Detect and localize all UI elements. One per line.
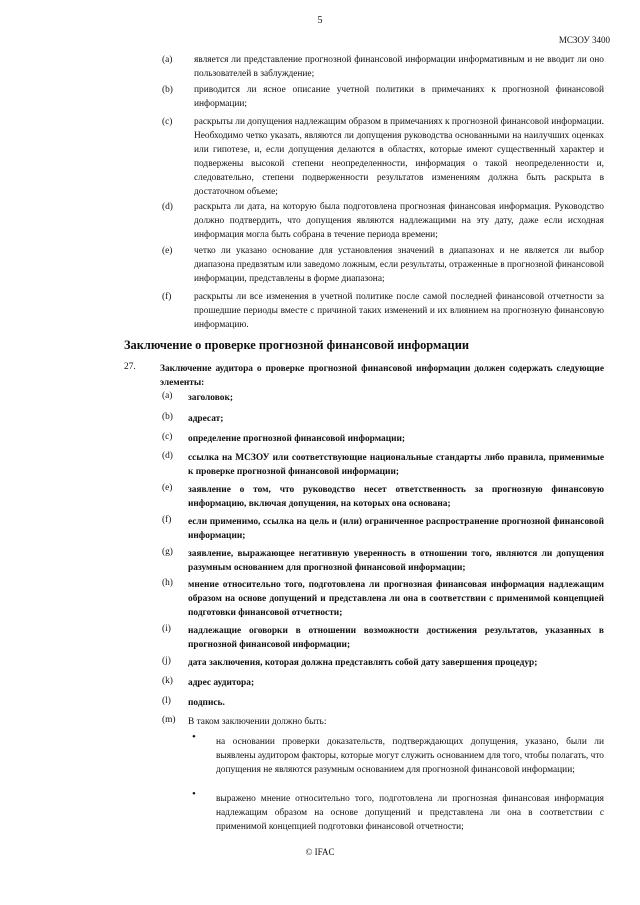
list-item-label: (b) bbox=[162, 412, 173, 422]
list-item-text: адрес аудитора; bbox=[188, 678, 255, 688]
footer-copyright: © IFAC bbox=[305, 847, 335, 857]
list-item-text: четко ли указано основание для установления значений в диапазонах и не является ли выбор диапазона предвзятым или заведомо ложным, если результаты, отраженные в прогнозной финансовой информации, представлены в форме диапазона; bbox=[194, 246, 604, 284]
paragraph-number: 27. bbox=[124, 362, 136, 372]
bullet-text: на основании проверки доказательств, подтверждающих допущения, указано, были ли выявлены аудитором факторы, которые могут служить основанием для того, чтобы полагать, что допущения не являются разумным основанием для прогнозной финансовой информации; bbox=[216, 737, 604, 775]
page-number: 5 bbox=[317, 15, 323, 26]
list-item-text: если применимо, ссылка на цель и (или) ограниченное распространение прогнозной финансовой информации; bbox=[188, 517, 604, 541]
document-code: МСЗОУ 3400 bbox=[558, 35, 610, 45]
list-item-text: ссылка на МСЗОУ или соответствующие национальные стандарты либо правила, применимые к проверке прогнозной финансовой информации; bbox=[188, 453, 604, 477]
list-item-label: (e) bbox=[162, 483, 173, 493]
list-item-text: адресат; bbox=[188, 414, 224, 424]
list-item-text: раскрыты ли все изменения в учетной политике после самой последней финансовой отчетности за прошедшие периоды вместе с причиной таких изменений и их влиянием на прогнозную финансовую информацию. bbox=[194, 292, 604, 330]
list-item-label: (f) bbox=[162, 292, 172, 302]
list-item-text: мнение относительно того, подготовлена ли прогнозная финансовая информация надлежащим образом на основе допущений и представлена ли она в соответствии с применимой концепцией подготовки финансовой отчетности; bbox=[188, 580, 604, 618]
list-item-text: приводится ли ясное описание учетной политики в примечаниях к прогнозной финансовой информации; bbox=[194, 85, 604, 109]
list-item-label: (m) bbox=[162, 715, 176, 725]
list-item-label: (d) bbox=[162, 202, 173, 212]
list-item-label: (c) bbox=[162, 117, 173, 127]
list-item-text: надлежащие оговорки в отношении возможности достижения результатов, указанных в прогнозной финансовой информации; bbox=[188, 626, 604, 650]
list-item-label: (c) bbox=[162, 432, 173, 442]
list-item-label: (k) bbox=[162, 676, 173, 686]
bullet-icon: • bbox=[192, 788, 196, 800]
list-item-label: (e) bbox=[162, 246, 173, 256]
section-heading: Заключение о проверке прогнозной финансовой информации bbox=[124, 338, 469, 352]
list-item-text: раскрыта ли дата, на которую была подготовлена прогнозная финансовая информация. Руководство должно подтвердить, что допущения являются надлежащими на эту дату, даже если исходная информация могла быть собрана в течение периода времени; bbox=[194, 202, 604, 240]
list-item-label: (b) bbox=[162, 85, 173, 95]
list-item-text: заявление, выражающее негативную уверенность в отношении того, являются ли допущения разумным основанием для прогнозной финансовой информации; bbox=[188, 549, 604, 573]
list-item-text: раскрыты ли допущения надлежащим образом в примечаниях к прогнозной финансовой информации. Необходимо четко указать, являются ли допущения руководства основанными на наилучших оценках или гипотезе, и, если допущения делаются в областях, которые имеют существенный характер и подвержены высокой степени неопределенности, информация о такой неопределенности и, следовательно, степени подверженности результатов изменениям должна быть раскрыта в достаточном объеме; bbox=[194, 117, 604, 197]
list-item-label: (j) bbox=[162, 656, 171, 666]
paragraph-text: Заключение аудитора о проверке прогнозной финансовой информации должен содержать следующие элементы: bbox=[160, 364, 604, 388]
list-item-label: (d) bbox=[162, 451, 173, 461]
list-item-text: является ли представление прогнозной финансовой информации информативным и не вводит ли оно пользователей в заблуждение; bbox=[194, 55, 604, 79]
list-item-label: (f) bbox=[162, 515, 172, 525]
list-item-label: (i) bbox=[162, 624, 171, 634]
bullet-text: выражено мнение относительно того, подготовлена ли прогнозная финансовая информация надлежащим образом на основе допущений и представлена ли она в соответствии с применимой концепцией подготовки финансовой отчетности; bbox=[216, 794, 604, 832]
list-item-label: (l) bbox=[162, 696, 171, 706]
list-item-label: (g) bbox=[162, 547, 173, 557]
list-item-text: заголовок; bbox=[188, 393, 233, 403]
list-item-text: подпись. bbox=[188, 698, 225, 708]
list-item-text: В таком заключении должно быть: bbox=[188, 717, 327, 727]
list-item-text: определение прогнозной финансовой информации; bbox=[188, 434, 406, 444]
bullet-icon: • bbox=[192, 731, 196, 743]
list-item-text: дата заключения, которая должна представлять собой дату завершения процедур; bbox=[188, 658, 538, 668]
list-item-label: (a) bbox=[162, 391, 173, 401]
list-item-label: (h) bbox=[162, 578, 173, 588]
list-item-label: (a) bbox=[162, 55, 173, 65]
list-item-text: заявление о том, что руководство несет ответственность за прогнозную финансовую информацию, включая допущения, на которых она основана; bbox=[188, 485, 604, 509]
